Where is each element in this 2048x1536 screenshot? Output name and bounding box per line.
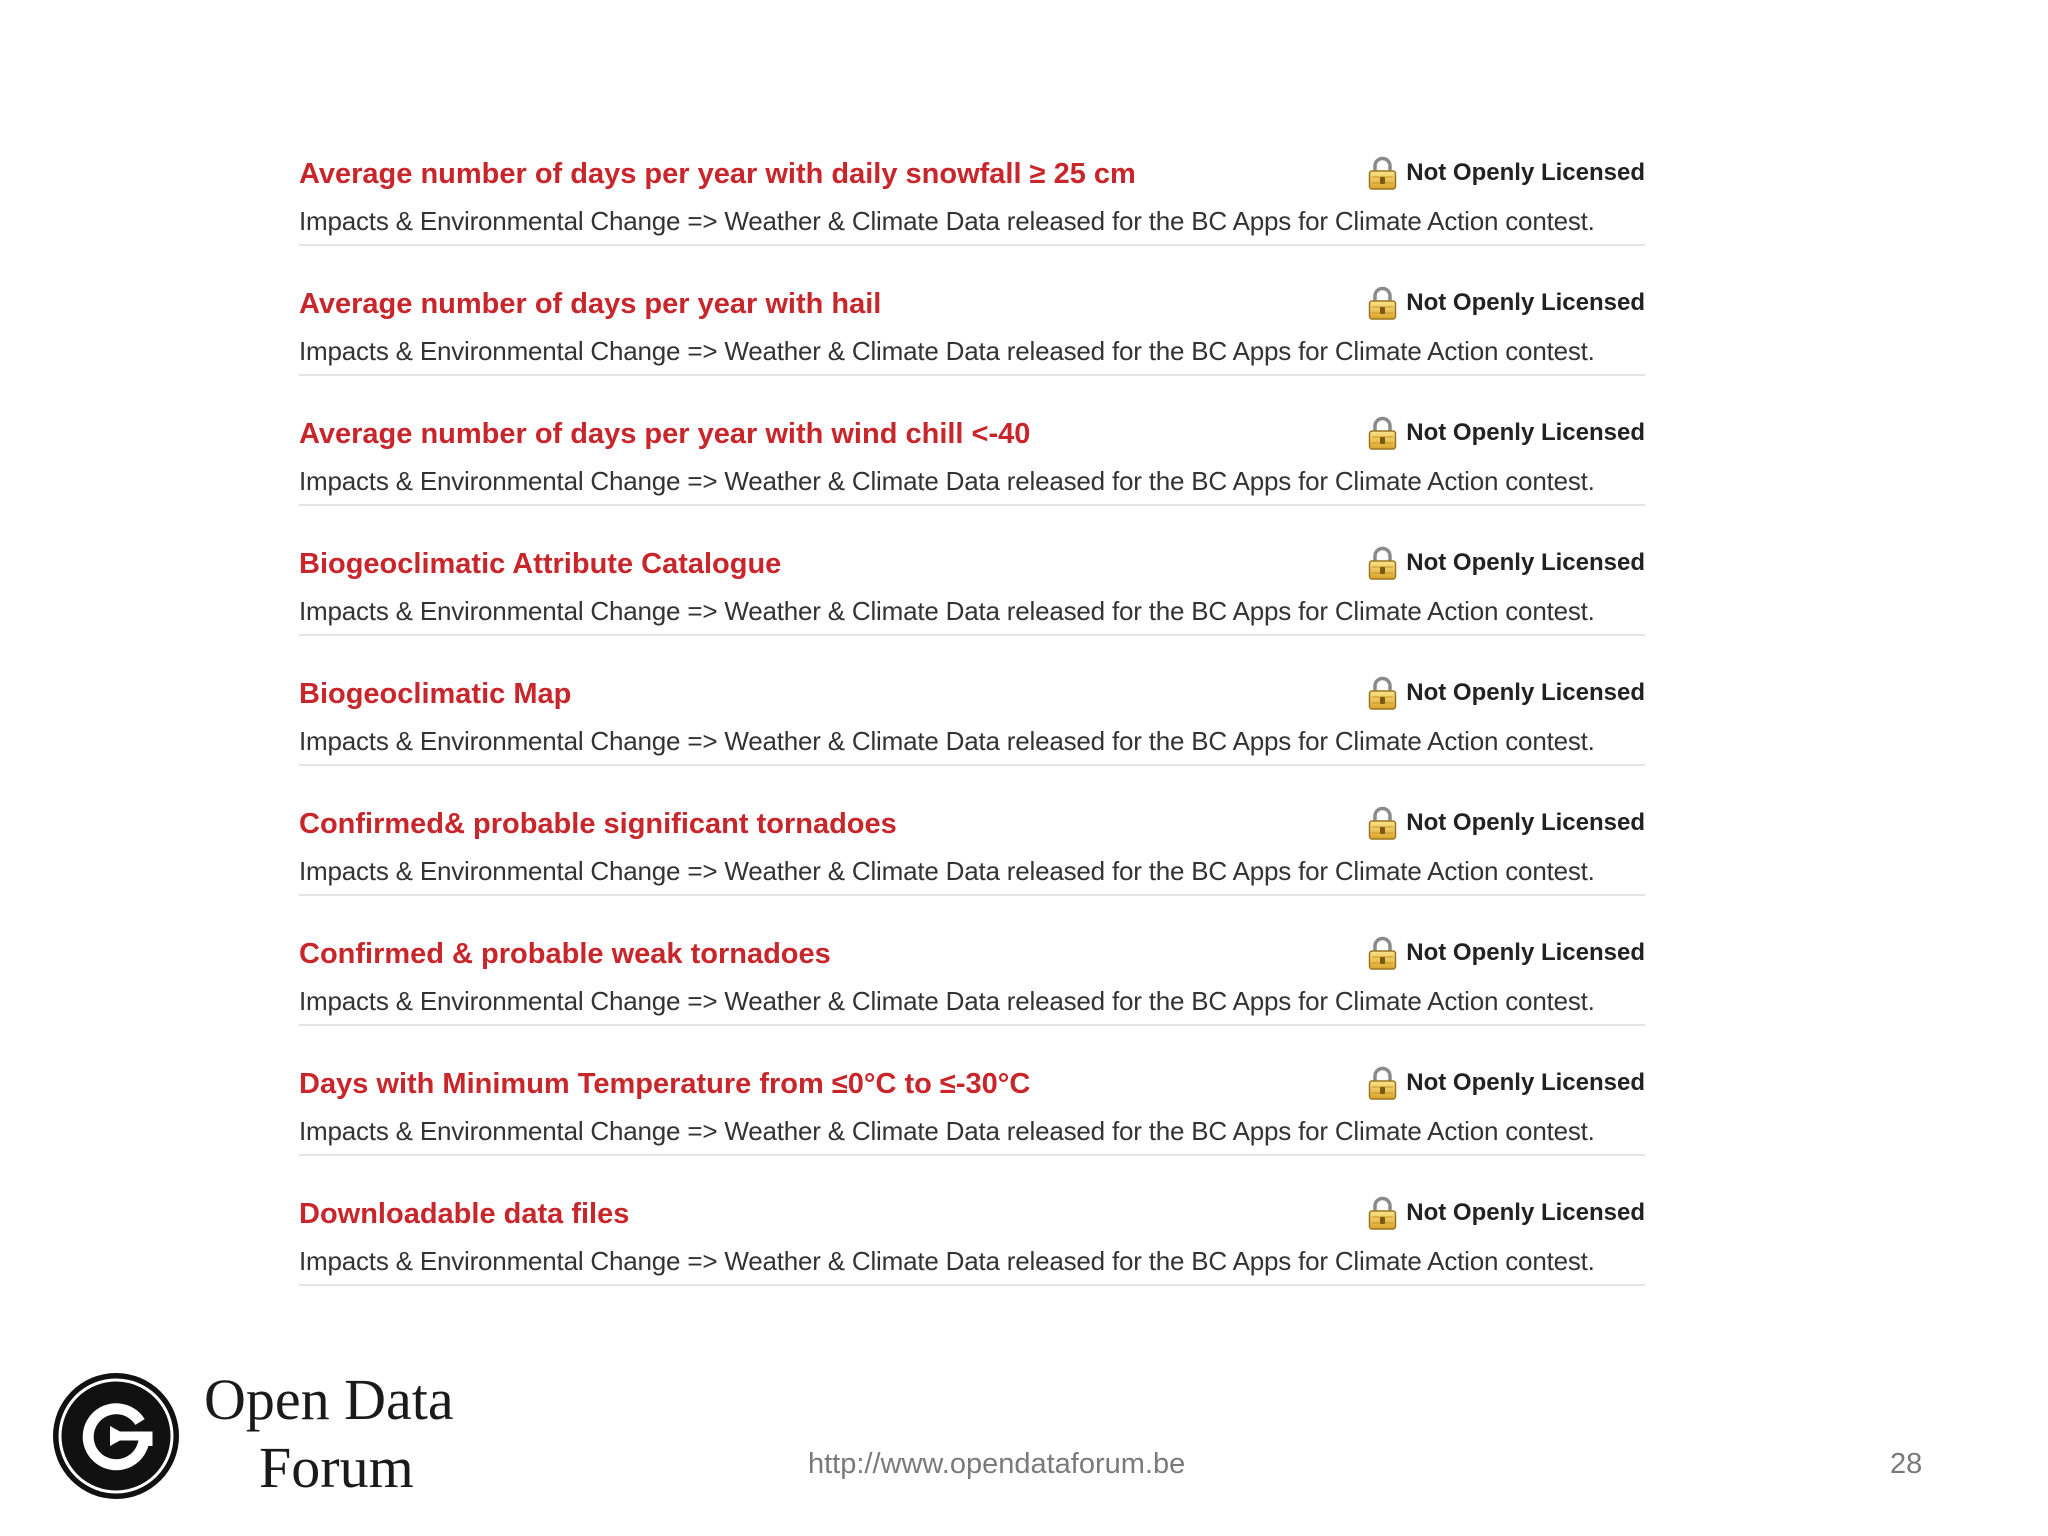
dataset-title-link[interactable]: Confirmed& probable significant tornadoes bbox=[299, 808, 897, 840]
dataset-title-link[interactable]: Average number of days per year with wind chill <-40 bbox=[299, 418, 1031, 450]
license-label: Not Openly Licensed bbox=[1406, 809, 1645, 836]
page-number: 28 bbox=[1890, 1448, 1923, 1480]
open-data-forum-logo-icon bbox=[50, 1370, 182, 1502]
license-label: Not Openly Licensed bbox=[1406, 1199, 1645, 1226]
lock-icon bbox=[1367, 935, 1398, 971]
dataset-description: Impacts & Environmental Change => Weather & Climate Data released for the BC Apps for Climate Action contest. bbox=[299, 1116, 1595, 1146]
license-label: Not Openly Licensed bbox=[1406, 289, 1645, 316]
license-label: Not Openly Licensed bbox=[1406, 939, 1645, 966]
row-separator bbox=[299, 374, 1645, 376]
dataset-title-link[interactable]: Average number of days per year with hail bbox=[299, 288, 882, 320]
dataset-title-link[interactable]: Biogeoclimatic Map bbox=[299, 678, 572, 710]
dataset-item bbox=[299, 1060, 1645, 1190]
dataset-item bbox=[299, 1190, 1645, 1320]
footer-url-link[interactable]: http://www.opendataforum.be bbox=[808, 1448, 1186, 1480]
dataset-description: Impacts & Environmental Change => Weather & Climate Data released for the BC Apps for Climate Action contest. bbox=[299, 1246, 1595, 1276]
row-separator bbox=[299, 1024, 1645, 1026]
row-separator bbox=[299, 894, 1645, 896]
license-label: Not Openly Licensed bbox=[1406, 1069, 1645, 1096]
lock-icon bbox=[1367, 545, 1398, 581]
license-badge bbox=[1367, 1195, 1645, 1231]
row-separator bbox=[299, 504, 1645, 506]
license-label: Not Openly Licensed bbox=[1406, 419, 1645, 446]
lock-icon bbox=[1367, 155, 1398, 191]
row-separator bbox=[299, 634, 1645, 636]
license-label: Not Openly Licensed bbox=[1406, 679, 1645, 706]
license-badge bbox=[1367, 285, 1645, 321]
dataset-item bbox=[299, 930, 1645, 1060]
dataset-description: Impacts & Environmental Change => Weather & Climate Data released for the BC Apps for Climate Action contest. bbox=[299, 466, 1595, 496]
dataset-item bbox=[299, 410, 1645, 540]
row-separator bbox=[299, 1284, 1645, 1286]
lock-icon bbox=[1367, 415, 1398, 451]
lock-icon bbox=[1367, 1195, 1398, 1231]
logo-line-2: Forum bbox=[259, 1435, 414, 1500]
license-badge bbox=[1367, 415, 1645, 451]
dataset-list bbox=[299, 150, 1645, 1320]
license-badge bbox=[1367, 675, 1645, 711]
license-badge bbox=[1367, 155, 1645, 191]
dataset-item bbox=[299, 800, 1645, 930]
dataset-item bbox=[299, 150, 1645, 280]
dataset-title-link[interactable]: Downloadable data files bbox=[299, 1198, 630, 1230]
dataset-description: Impacts & Environmental Change => Weather & Climate Data released for the BC Apps for Climate Action contest. bbox=[299, 986, 1595, 1016]
dataset-title-link[interactable]: Average number of days per year with daily snowfall ≥ 25 cm bbox=[299, 158, 1136, 190]
dataset-title-link[interactable]: Biogeoclimatic Attribute Catalogue bbox=[299, 548, 782, 580]
dataset-description: Impacts & Environmental Change => Weather & Climate Data released for the BC Apps for Climate Action contest. bbox=[299, 206, 1595, 236]
license-badge bbox=[1367, 1065, 1645, 1101]
logo-wordmark bbox=[204, 1366, 454, 1502]
license-badge bbox=[1367, 935, 1645, 971]
license-badge bbox=[1367, 545, 1645, 581]
logo-line-1: Open Data bbox=[204, 1367, 454, 1432]
license-label: Not Openly Licensed bbox=[1406, 159, 1645, 186]
dataset-item bbox=[299, 540, 1645, 670]
dataset-description: Impacts & Environmental Change => Weather & Climate Data released for the BC Apps for Climate Action contest. bbox=[299, 596, 1595, 626]
dataset-title-link[interactable]: Days with Minimum Temperature from ≤0°C to ≤-30°C bbox=[299, 1068, 1031, 1100]
row-separator bbox=[299, 244, 1645, 246]
dataset-description: Impacts & Environmental Change => Weather & Climate Data released for the BC Apps for Climate Action contest. bbox=[299, 726, 1595, 756]
row-separator bbox=[299, 1154, 1645, 1156]
lock-icon bbox=[1367, 285, 1398, 321]
lock-icon bbox=[1367, 1065, 1398, 1101]
license-badge bbox=[1367, 805, 1645, 841]
license-label: Not Openly Licensed bbox=[1406, 549, 1645, 576]
dataset-item bbox=[299, 280, 1645, 410]
dataset-description: Impacts & Environmental Change => Weather & Climate Data released for the BC Apps for Climate Action contest. bbox=[299, 856, 1595, 886]
row-separator bbox=[299, 764, 1645, 766]
dataset-description: Impacts & Environmental Change => Weather & Climate Data released for the BC Apps for Climate Action contest. bbox=[299, 336, 1595, 366]
dataset-title-link[interactable]: Confirmed & probable weak tornadoes bbox=[299, 938, 831, 970]
dataset-item bbox=[299, 670, 1645, 800]
lock-icon bbox=[1367, 675, 1398, 711]
lock-icon bbox=[1367, 805, 1398, 841]
